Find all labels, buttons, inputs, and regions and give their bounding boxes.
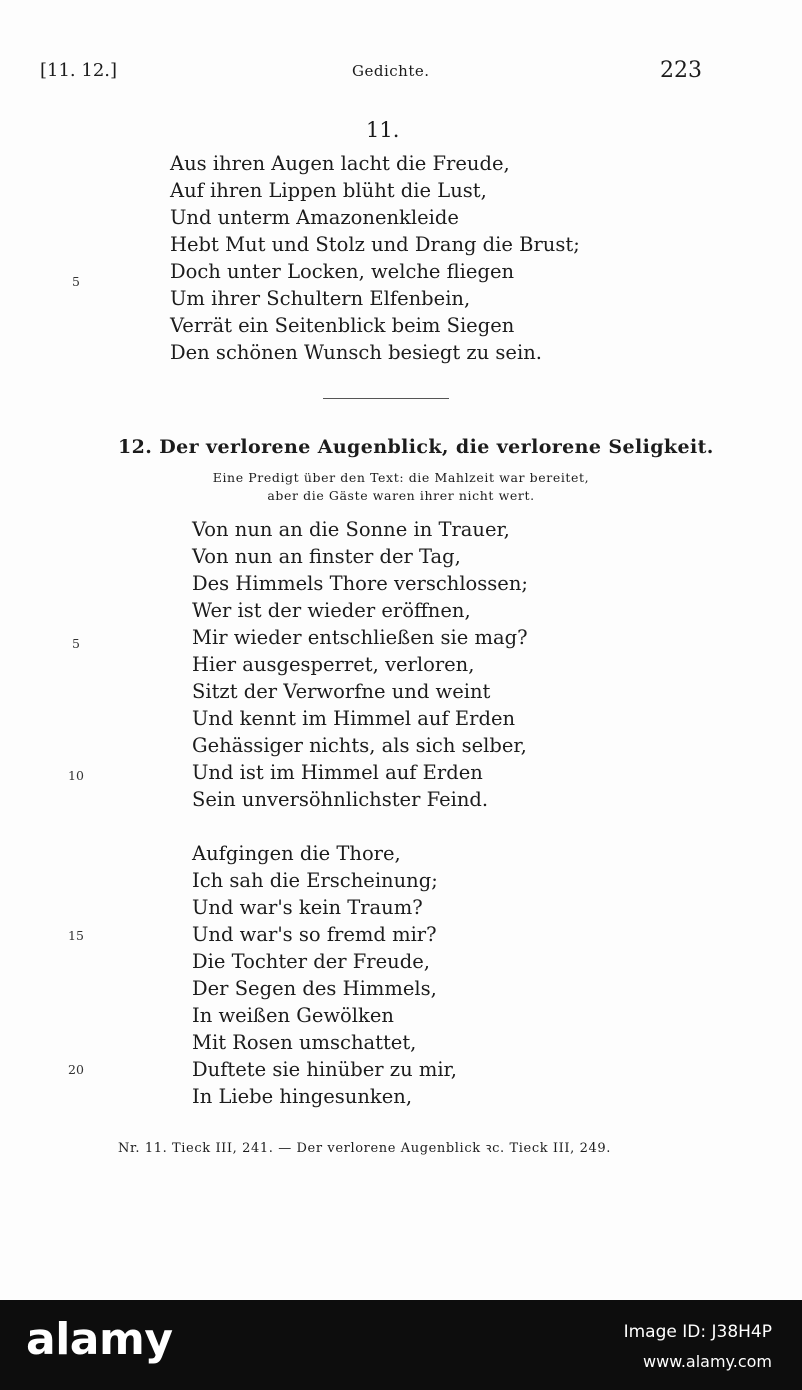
poem-12-title: 12. Der verlorene Augenblick, die verlorene Seligkeit. (118, 436, 714, 458)
verse-line: Duftete sie hinüber zu mir, (192, 1058, 457, 1081)
verse-line: Wer ist der wieder eröffnen, (192, 599, 471, 622)
poem-12-subtitle-line-2: aber die Gäste waren ihrer nicht wert. (267, 488, 535, 503)
verse-line: Von nun an finster der Tag, (192, 545, 461, 568)
poem-11-number: 11. (366, 118, 400, 142)
line-number: 15 (68, 928, 84, 943)
line-number: 10 (68, 768, 84, 783)
verse-line: Von nun an die Sonne in Trauer, (192, 518, 510, 541)
poem-12-subtitle-line-1: Eine Predigt über den Text: die Mahlzeit war bereitet, (212, 470, 590, 485)
page-number: 223 (660, 58, 702, 83)
verse-line: Mir wieder entschließen sie mag? (192, 626, 528, 649)
verse-line: Und war's so fremd mir? (192, 923, 437, 946)
watermark-banner (0, 1300, 802, 1390)
verse-line: Und ist im Himmel auf Erden (192, 761, 483, 784)
verse-line: Doch unter Locken, welche fliegen (170, 260, 515, 283)
verse-line: In weißen Gewölken (192, 1004, 394, 1027)
verse-line: Auf ihren Lippen blüht die Lust, (170, 179, 487, 202)
running-head-title: Gedichte. (352, 62, 430, 80)
verse-line: Aus ihren Augen lacht die Freude, (170, 152, 510, 175)
poem-12-stanza-2 (192, 840, 457, 1110)
running-head-left: [11. 12.] (40, 60, 118, 81)
verse-line: Sitzt der Verworfne und weint (192, 680, 491, 703)
image-id: Image ID: J38H4P (623, 1322, 772, 1342)
verse-line: Um ihrer Schultern Elfenbein, (170, 287, 471, 310)
line-number: 20 (68, 1062, 84, 1077)
verse-line: Ich sah die Erscheinung; (192, 869, 438, 892)
verse-line: Mit Rosen umschattet, (192, 1031, 417, 1054)
section-divider (323, 398, 449, 399)
verse-line: Und war's kein Traum? (192, 896, 423, 919)
verse-line: Und kennt im Himmel auf Erden (192, 707, 516, 730)
verse-line: In Liebe hingesunken, (192, 1085, 413, 1108)
verse-line: Die Tochter der Freude, (192, 950, 430, 973)
site-url: www.alamy.com (643, 1352, 772, 1371)
footnote: Nr. 11. Tieck III, 241. — Der verlorene Augenblick ꝛc. Tieck III, 249. (118, 1141, 611, 1156)
alamy-logo: alamy (26, 1314, 173, 1365)
verse-line: Hier ausgesperret, verloren, (192, 653, 475, 676)
line-number: 5 (72, 636, 80, 651)
verse-line: Den schönen Wunsch besiegt zu sein. (170, 341, 542, 364)
verse-line: Verrät ein Seitenblick beim Siegen (170, 314, 515, 337)
line-number: 5 (72, 274, 80, 289)
verse-line: Hebt Mut und Stolz und Drang die Brust; (170, 233, 580, 256)
verse-line: Des Himmels Thore verschlossen; (192, 572, 528, 595)
poem-12-stanza-1 (192, 516, 528, 813)
verse-line: Sein unversöhnlichster Feind. (192, 788, 489, 811)
verse-line: Der Segen des Himmels, (192, 977, 437, 1000)
verse-line: Und unterm Amazonenkleide (170, 206, 459, 229)
poem-11-verse (170, 150, 580, 366)
verse-line: Gehässiger nichts, als sich selber, (192, 734, 527, 757)
verse-line: Aufgingen die Thore, (192, 842, 401, 865)
